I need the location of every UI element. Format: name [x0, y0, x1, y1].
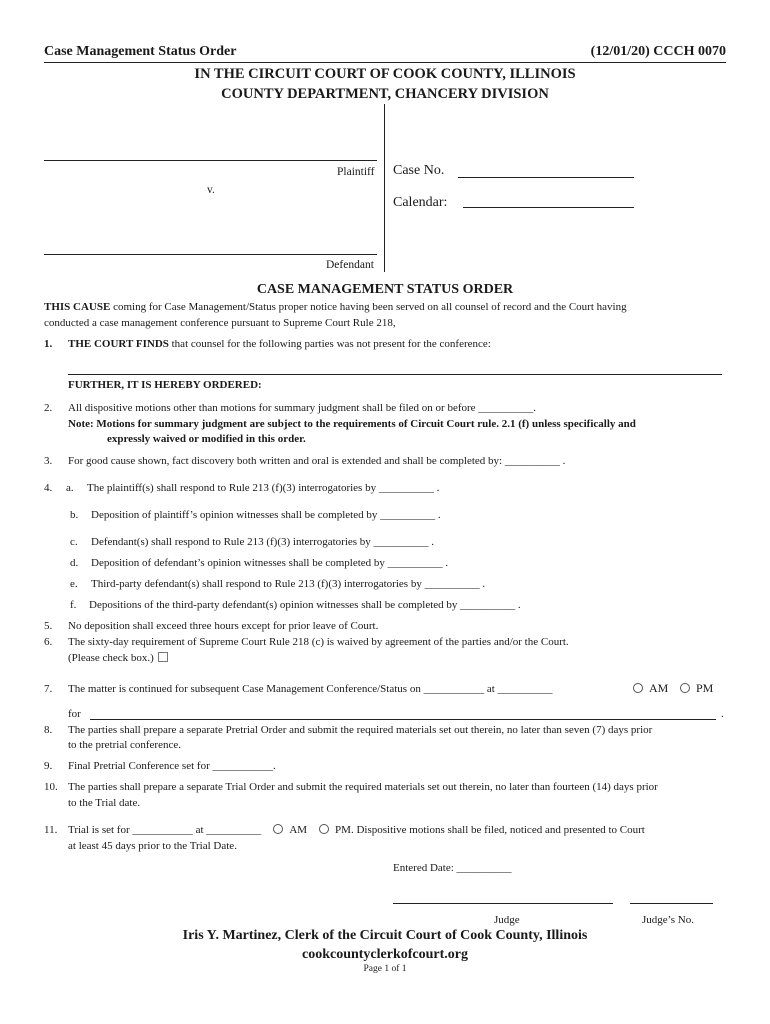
- am-radio-icon[interactable]: [633, 683, 643, 693]
- item4d-letter: d.: [70, 557, 79, 569]
- item9-text: Final Pretrial Conference set for ___________.: [68, 760, 276, 772]
- caption-divider: [384, 104, 385, 272]
- item7-for-label: for: [68, 708, 81, 720]
- item7-pm-option[interactable]: [680, 681, 713, 696]
- item4c-text: Defendant(s) shall respond to Rule 213 (f)(3) interrogatories by __________ .: [91, 536, 435, 548]
- further-ordered: FURTHER, IT IS HEREBY ORDERED:: [68, 379, 262, 391]
- item1-text: [68, 338, 491, 350]
- intro-paragraph: [44, 301, 627, 313]
- item7-am-option[interactable]: [633, 681, 668, 696]
- trial-pm-radio-icon[interactable]: [319, 824, 329, 834]
- item4a-text: The plaintiff(s) shall respond to Rule 213 (f)(3) interrogatories by __________ .: [87, 482, 440, 494]
- note-line2: expressly waived or modified in this order.: [107, 433, 306, 445]
- item10-line2: to the Trial date.: [68, 797, 141, 809]
- case-no-label: Case No.: [393, 163, 445, 178]
- item11-pre: Trial is set for ___________ at __________: [68, 824, 262, 836]
- judge-signature-line[interactable]: [393, 903, 613, 904]
- pm-label: PM: [696, 681, 714, 695]
- judge-number-line[interactable]: [630, 903, 713, 904]
- item11-post: PM. Dispositive motions shall be filed, noticed and presented to Court: [335, 824, 645, 836]
- item7-number: 7.: [44, 683, 53, 695]
- absent-parties-field[interactable]: [68, 374, 722, 375]
- item6-check-label: (Please check box.): [68, 652, 154, 664]
- item2-number: 2.: [44, 402, 53, 414]
- item5-text: No deposition shall exceed three hours except for prior leave of Court.: [68, 620, 379, 632]
- item7-for-field[interactable]: [90, 719, 716, 720]
- item8-line2: to the pretrial conference.: [68, 739, 181, 751]
- case-no-field[interactable]: [458, 177, 634, 178]
- court-division: COUNTY DEPARTMENT, CHANCERY DIVISION: [221, 86, 549, 102]
- intro-line2: conducted a case management conference pursuant to Supreme Court Rule 218,: [44, 317, 396, 329]
- item6-check-row: [68, 652, 168, 664]
- item1-rest: that counsel for the following parties was not present for the conference:: [168, 338, 491, 350]
- item8-line1: The parties shall prepare a separate Pretrial Order and submit the required materials set out therein, no later than seven (7) days prior: [68, 724, 653, 736]
- item11-line2: at least 45 days prior to the Trial Date.: [68, 840, 237, 852]
- item9-number: 9.: [44, 760, 53, 772]
- note-line1: Note: Motions for summary judgment are subject to the requirements of Circuit Court rule. 2.1 (f) unless specifically and: [68, 418, 636, 430]
- item3-number: 3.: [44, 455, 53, 467]
- judge-label: Judge: [494, 914, 520, 926]
- page-number: Page 1 of 1: [363, 964, 407, 974]
- item6-number: 6.: [44, 636, 53, 648]
- item4b-letter: b.: [70, 509, 79, 521]
- defendant-label: Defendant: [326, 259, 374, 271]
- item4e-text: Third-party defendant(s) shall respond to Rule 213 (f)(3) interrogatories by __________ .: [91, 578, 486, 590]
- item7-text: The matter is continued for subsequent Case Management Conference/Status on ___________ at __________: [68, 683, 553, 695]
- form-title: Case Management Status Order: [44, 44, 237, 59]
- item1-number: 1.: [44, 338, 53, 350]
- item4f-text: Depositions of the third-party defendant(s) opinion witnesses shall be completed by __________ .: [89, 599, 521, 611]
- trial-am-label: AM: [289, 824, 308, 836]
- item4b-text: Deposition of plaintiff’s opinion witnesses shall be completed by __________ .: [91, 509, 441, 521]
- form-code: (12/01/20) CCCH 0070: [590, 44, 726, 59]
- intro-text: coming for Case Management/Status proper notice having been served on all counsel of record and the Court having: [110, 301, 627, 313]
- header-rule: [44, 62, 726, 63]
- item4c-letter: c.: [70, 536, 78, 548]
- court-name: IN THE CIRCUIT COURT OF COOK COUNTY, ILLINOIS: [194, 66, 576, 82]
- item10-line1: The parties shall prepare a separate Trial Order and submit the required materials set out therein, no later than fourteen (14) days prior: [68, 781, 658, 793]
- waiver-checkbox[interactable]: [158, 652, 168, 662]
- entered-date: Entered Date: __________: [393, 862, 512, 874]
- item10-number: 10.: [44, 781, 58, 793]
- calendar-label: Calendar:: [393, 195, 448, 210]
- item6-text: The sixty-day requirement of Supreme Court Rule 218 (c) is waived by agreement of the parties and/or the Court.: [68, 636, 569, 648]
- am-label: AM: [649, 681, 669, 695]
- item4d-text: Deposition of defendant’s opinion witnesses shall be completed by __________ .: [91, 557, 449, 569]
- item4f-letter: f.: [70, 599, 77, 611]
- plaintiff-label: Plaintiff: [337, 166, 375, 178]
- item4-number: 4.: [44, 482, 53, 494]
- item4e-letter: e.: [70, 578, 78, 590]
- item5-number: 5.: [44, 620, 53, 632]
- item3-text: For good cause shown, fact discovery both written and oral is extended and shall be completed by: __________ .: [68, 455, 566, 467]
- intro-bold: THIS CAUSE: [44, 301, 111, 313]
- item2-text: All dispositive motions other than motions for summary judgment shall be filed on or before __________.: [68, 402, 537, 414]
- versus-label: v.: [207, 184, 215, 196]
- calendar-field[interactable]: [463, 207, 634, 208]
- trial-am-radio-icon[interactable]: [273, 824, 283, 834]
- item11-text: [68, 824, 645, 836]
- clerk-name: Iris Y. Martinez, Clerk of the Circuit Court of Cook County, Illinois: [182, 928, 588, 943]
- item1-bold: THE COURT FINDS: [68, 338, 169, 350]
- defendant-line[interactable]: [44, 254, 377, 255]
- pm-radio-icon[interactable]: [680, 683, 690, 693]
- clerk-website[interactable]: cookcountyclerkofcourt.org: [301, 947, 469, 962]
- order-title: CASE MANAGEMENT STATUS ORDER: [256, 282, 514, 297]
- judge-no-label: Judge’s No.: [642, 914, 694, 926]
- plaintiff-line[interactable]: [44, 160, 377, 161]
- item8-number: 8.: [44, 724, 53, 736]
- item4a-letter: a.: [66, 482, 74, 494]
- item11-number: 11.: [44, 824, 58, 836]
- item7-period: .: [721, 708, 724, 720]
